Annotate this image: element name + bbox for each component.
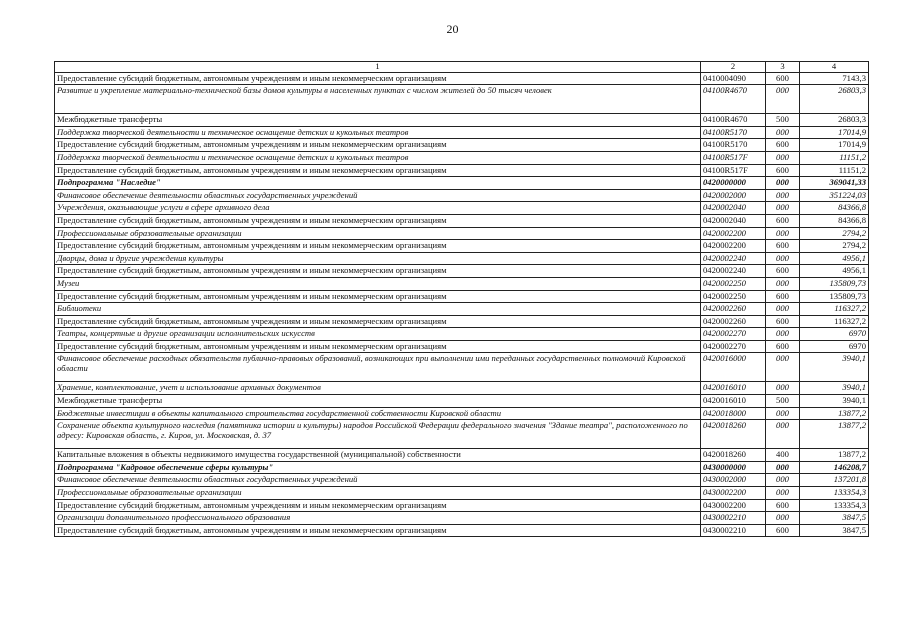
row-group-cell: 000 bbox=[766, 126, 800, 139]
row-amount-cell: 13877,2 bbox=[800, 420, 869, 449]
table-row bbox=[55, 474, 869, 487]
row-group-cell: 000 bbox=[766, 227, 800, 240]
page-number: 20 bbox=[446, 22, 459, 36]
row-name-cell: Предоставление субсидий бюджетным, автономным учреждениям и иным некоммерческим организациям bbox=[55, 72, 701, 85]
row-group-cell: 000 bbox=[766, 252, 800, 265]
row-group-cell: 500 bbox=[766, 114, 800, 127]
row-code-cell: 0420018260 bbox=[701, 449, 766, 462]
row-name-cell: Предоставление субсидий бюджетным, автономным учреждениям и иным некоммерческим организациям bbox=[55, 524, 701, 537]
row-group-cell: 000 bbox=[766, 303, 800, 316]
row-name-cell: Предоставление субсидий бюджетным, автономным учреждениям и иным некоммерческим организациям bbox=[55, 240, 701, 253]
row-amount-cell: 351224,03 bbox=[800, 189, 869, 202]
row-group-cell: 600 bbox=[766, 139, 800, 152]
row-code-cell: 0420002240 bbox=[701, 252, 766, 265]
row-amount-cell: 17014,9 bbox=[800, 126, 869, 139]
row-group-cell: 000 bbox=[766, 512, 800, 525]
row-name-cell: Профессиональные образовательные организации bbox=[55, 227, 701, 240]
table-row bbox=[55, 277, 869, 290]
row-amount-cell: 133354,3 bbox=[800, 487, 869, 500]
header-col-code: 2 bbox=[701, 62, 766, 73]
row-name-cell: Поддержка творческой деятельности и техническое оснащение детских и кукольных театров bbox=[55, 126, 701, 139]
row-amount-cell: 135809,73 bbox=[800, 277, 869, 290]
table-row bbox=[55, 315, 869, 328]
row-code-cell: 0420002040 bbox=[701, 202, 766, 215]
table-row bbox=[55, 290, 869, 303]
row-code-cell: 0420002040 bbox=[701, 214, 766, 227]
row-code-cell: 0420002270 bbox=[701, 340, 766, 353]
row-name-cell: Подпрограмма "Кадровое обеспечение сферы культуры" bbox=[55, 461, 701, 474]
table-row bbox=[55, 449, 869, 462]
row-name-cell: Развитие и укрепление материально-технической базы домов культуры в населенных пунктах с числом жителей до 50 тысяч человек bbox=[55, 85, 701, 114]
row-amount-cell: 84366,8 bbox=[800, 214, 869, 227]
table-row bbox=[55, 461, 869, 474]
row-name-cell: Хранение, комплектование, учет и использование архивных документов bbox=[55, 382, 701, 395]
row-name-cell: Предоставление субсидий бюджетным, автономным учреждениям и иным некоммерческим организациям bbox=[55, 139, 701, 152]
row-amount-cell: 116327,2 bbox=[800, 315, 869, 328]
row-amount-cell: 3847,5 bbox=[800, 524, 869, 537]
row-amount-cell: 3940,1 bbox=[800, 353, 869, 382]
row-group-cell: 600 bbox=[766, 290, 800, 303]
row-code-cell: 0420002260 bbox=[701, 303, 766, 316]
table-body bbox=[55, 72, 869, 537]
row-name-cell: Финансовое обеспечение расходных обязательств публично-правовых образований, возникающих при выполнении ими переданных государственных полномочий Кировской области bbox=[55, 353, 701, 382]
row-name-cell: Предоставление субсидий бюджетным, автономным учреждениям и иным некоммерческим организациям bbox=[55, 340, 701, 353]
row-name-cell: Учреждения, оказывающие услуги в сфере архивного дела bbox=[55, 202, 701, 215]
row-name-cell: Межбюджетные трансферты bbox=[55, 395, 701, 408]
row-group-cell: 600 bbox=[766, 499, 800, 512]
row-amount-cell: 84366,8 bbox=[800, 202, 869, 215]
row-code-cell: 04100R5170 bbox=[701, 126, 766, 139]
table-row bbox=[55, 303, 869, 316]
row-code-cell: 0420002000 bbox=[701, 189, 766, 202]
table-row bbox=[55, 151, 869, 164]
row-code-cell: 0420002250 bbox=[701, 290, 766, 303]
row-code-cell: 04100R5170 bbox=[701, 139, 766, 152]
header-row bbox=[55, 62, 869, 73]
row-group-cell: 600 bbox=[766, 240, 800, 253]
row-name-cell: Предоставление субсидий бюджетным, автономным учреждениям и иным некоммерческим организациям bbox=[55, 315, 701, 328]
row-amount-cell: 17014,9 bbox=[800, 139, 869, 152]
row-amount-cell: 26803,3 bbox=[800, 114, 869, 127]
table-row bbox=[55, 340, 869, 353]
row-code-cell: 0420002260 bbox=[701, 315, 766, 328]
row-name-cell: Предоставление субсидий бюджетным, автономным учреждениям и иным некоммерческим организациям bbox=[55, 499, 701, 512]
table-row bbox=[55, 177, 869, 190]
row-code-cell: 04100R517F bbox=[701, 164, 766, 177]
table-row bbox=[55, 487, 869, 500]
row-code-cell: 0420018000 bbox=[701, 407, 766, 420]
row-group-cell: 000 bbox=[766, 189, 800, 202]
row-group-cell: 600 bbox=[766, 72, 800, 85]
row-amount-cell: 116327,2 bbox=[800, 303, 869, 316]
row-group-cell: 000 bbox=[766, 85, 800, 114]
row-amount-cell: 7143,3 bbox=[800, 72, 869, 85]
row-amount-cell: 4956,1 bbox=[800, 265, 869, 278]
table-row bbox=[55, 265, 869, 278]
table-row bbox=[55, 139, 869, 152]
row-name-cell: Поддержка творческой деятельности и техническое оснащение детских и кукольных театров bbox=[55, 151, 701, 164]
table-row bbox=[55, 202, 869, 215]
row-name-cell: Предоставление субсидий бюджетным, автономным учреждениям и иным некоммерческим организациям bbox=[55, 214, 701, 227]
row-amount-cell: 13877,2 bbox=[800, 407, 869, 420]
row-amount-cell: 26803,3 bbox=[800, 85, 869, 114]
row-code-cell: 0420000000 bbox=[701, 177, 766, 190]
row-name-cell: Библиотеки bbox=[55, 303, 701, 316]
row-code-cell: 04100R4670 bbox=[701, 85, 766, 114]
row-group-cell: 000 bbox=[766, 382, 800, 395]
row-group-cell: 400 bbox=[766, 449, 800, 462]
row-name-cell: Предоставление субсидий бюджетным, автономным учреждениям и иным некоммерческим организациям bbox=[55, 164, 701, 177]
table-row bbox=[55, 499, 869, 512]
row-amount-cell: 4956,1 bbox=[800, 252, 869, 265]
row-name-cell: Предоставление субсидий бюджетным, автономным учреждениям и иным некоммерческим организациям bbox=[55, 265, 701, 278]
table-row bbox=[55, 189, 869, 202]
row-amount-cell: 2794,2 bbox=[800, 240, 869, 253]
row-group-cell: 000 bbox=[766, 407, 800, 420]
row-code-cell: 0430002000 bbox=[701, 474, 766, 487]
row-group-cell: 600 bbox=[766, 265, 800, 278]
row-code-cell: 0430002210 bbox=[701, 524, 766, 537]
row-code-cell: 0420002240 bbox=[701, 265, 766, 278]
table-row bbox=[55, 252, 869, 265]
row-group-cell: 000 bbox=[766, 202, 800, 215]
row-amount-cell: 369041,33 bbox=[800, 177, 869, 190]
row-name-cell: Межбюджетные трансферты bbox=[55, 114, 701, 127]
row-group-cell: 000 bbox=[766, 420, 800, 449]
row-code-cell: 0420016010 bbox=[701, 382, 766, 395]
row-name-cell: Музеи bbox=[55, 277, 701, 290]
table-row bbox=[55, 382, 869, 395]
row-name-cell: Организации дополнительного профессионального образования bbox=[55, 512, 701, 525]
row-code-cell: 0420002250 bbox=[701, 277, 766, 290]
row-name-cell: Финансовое обеспечение деятельности областных государственных учреждений bbox=[55, 189, 701, 202]
table-row bbox=[55, 126, 869, 139]
row-name-cell: Дворцы, дома и другие учреждения культуры bbox=[55, 252, 701, 265]
header-col-group: 3 bbox=[766, 62, 800, 73]
row-name-cell: Капитальные вложения в объекты недвижимого имущества государственной (муниципальной) собственности bbox=[55, 449, 701, 462]
header-col-amount: 4 bbox=[800, 62, 869, 73]
header-col-name: 1 bbox=[55, 62, 701, 73]
row-amount-cell: 11151,2 bbox=[800, 151, 869, 164]
table-row bbox=[55, 395, 869, 408]
row-amount-cell: 11151,2 bbox=[800, 164, 869, 177]
row-group-cell: 000 bbox=[766, 328, 800, 341]
table-row bbox=[55, 227, 869, 240]
row-code-cell: 0430002200 bbox=[701, 499, 766, 512]
row-group-cell: 600 bbox=[766, 214, 800, 227]
row-code-cell: 0420016000 bbox=[701, 353, 766, 382]
row-code-cell: 04100R517F bbox=[701, 151, 766, 164]
row-group-cell: 000 bbox=[766, 487, 800, 500]
table-row bbox=[55, 328, 869, 341]
table-row bbox=[55, 524, 869, 537]
row-amount-cell: 6970 bbox=[800, 340, 869, 353]
row-code-cell: 0430000000 bbox=[701, 461, 766, 474]
row-group-cell: 000 bbox=[766, 277, 800, 290]
row-group-cell: 600 bbox=[766, 340, 800, 353]
row-name-cell: Сохранение объекта культурного наследия (памятника истории и культуры) народов Российской Федерации федерального значения "Здание театра", расположенного по адресу: Кировская область, г. Киров, ул. Московская, д. 37 bbox=[55, 420, 701, 449]
table-row bbox=[55, 240, 869, 253]
row-code-cell: 0420002200 bbox=[701, 227, 766, 240]
row-name-cell: Бюджетные инвестиции в объекты капитального строительства государственной собственности Кировской области bbox=[55, 407, 701, 420]
row-group-cell: 000 bbox=[766, 353, 800, 382]
row-amount-cell: 3847,5 bbox=[800, 512, 869, 525]
row-name-cell: Подпрограмма "Наследие" bbox=[55, 177, 701, 190]
table-row bbox=[55, 353, 869, 382]
budget-table bbox=[54, 61, 869, 537]
row-amount-cell: 2794,2 bbox=[800, 227, 869, 240]
row-code-cell: 0430002200 bbox=[701, 487, 766, 500]
row-code-cell: 04100R4670 bbox=[701, 114, 766, 127]
row-group-cell: 600 bbox=[766, 524, 800, 537]
row-amount-cell: 135809,73 bbox=[800, 290, 869, 303]
row-name-cell: Предоставление субсидий бюджетным, автономным учреждениям и иным некоммерческим организациям bbox=[55, 290, 701, 303]
row-name-cell: Театры, концертные и другие организации исполнительских искусств bbox=[55, 328, 701, 341]
row-code-cell: 0420002200 bbox=[701, 240, 766, 253]
row-name-cell: Профессиональные образовательные организации bbox=[55, 487, 701, 500]
row-group-cell: 500 bbox=[766, 395, 800, 408]
table-row bbox=[55, 420, 869, 449]
row-amount-cell: 146208,7 bbox=[800, 461, 869, 474]
row-amount-cell: 3940,1 bbox=[800, 395, 869, 408]
row-code-cell: 0420002270 bbox=[701, 328, 766, 341]
table-row bbox=[55, 114, 869, 127]
table-row bbox=[55, 164, 869, 177]
row-amount-cell: 3940,1 bbox=[800, 382, 869, 395]
table-row bbox=[55, 407, 869, 420]
row-group-cell: 600 bbox=[766, 164, 800, 177]
row-group-cell: 000 bbox=[766, 461, 800, 474]
table-row bbox=[55, 72, 869, 85]
row-name-cell: Финансовое обеспечение деятельности областных государственных учреждений bbox=[55, 474, 701, 487]
row-code-cell: 0410004090 bbox=[701, 72, 766, 85]
row-code-cell: 0420016010 bbox=[701, 395, 766, 408]
row-group-cell: 000 bbox=[766, 177, 800, 190]
row-group-cell: 600 bbox=[766, 315, 800, 328]
row-code-cell: 0420018260 bbox=[701, 420, 766, 449]
row-amount-cell: 6970 bbox=[800, 328, 869, 341]
row-amount-cell: 137201,8 bbox=[800, 474, 869, 487]
row-amount-cell: 13877,2 bbox=[800, 449, 869, 462]
row-amount-cell: 133354,3 bbox=[800, 499, 869, 512]
row-group-cell: 000 bbox=[766, 151, 800, 164]
row-code-cell: 0430002210 bbox=[701, 512, 766, 525]
row-group-cell: 000 bbox=[766, 474, 800, 487]
table-row bbox=[55, 214, 869, 227]
table-row bbox=[55, 512, 869, 525]
table-row bbox=[55, 85, 869, 114]
